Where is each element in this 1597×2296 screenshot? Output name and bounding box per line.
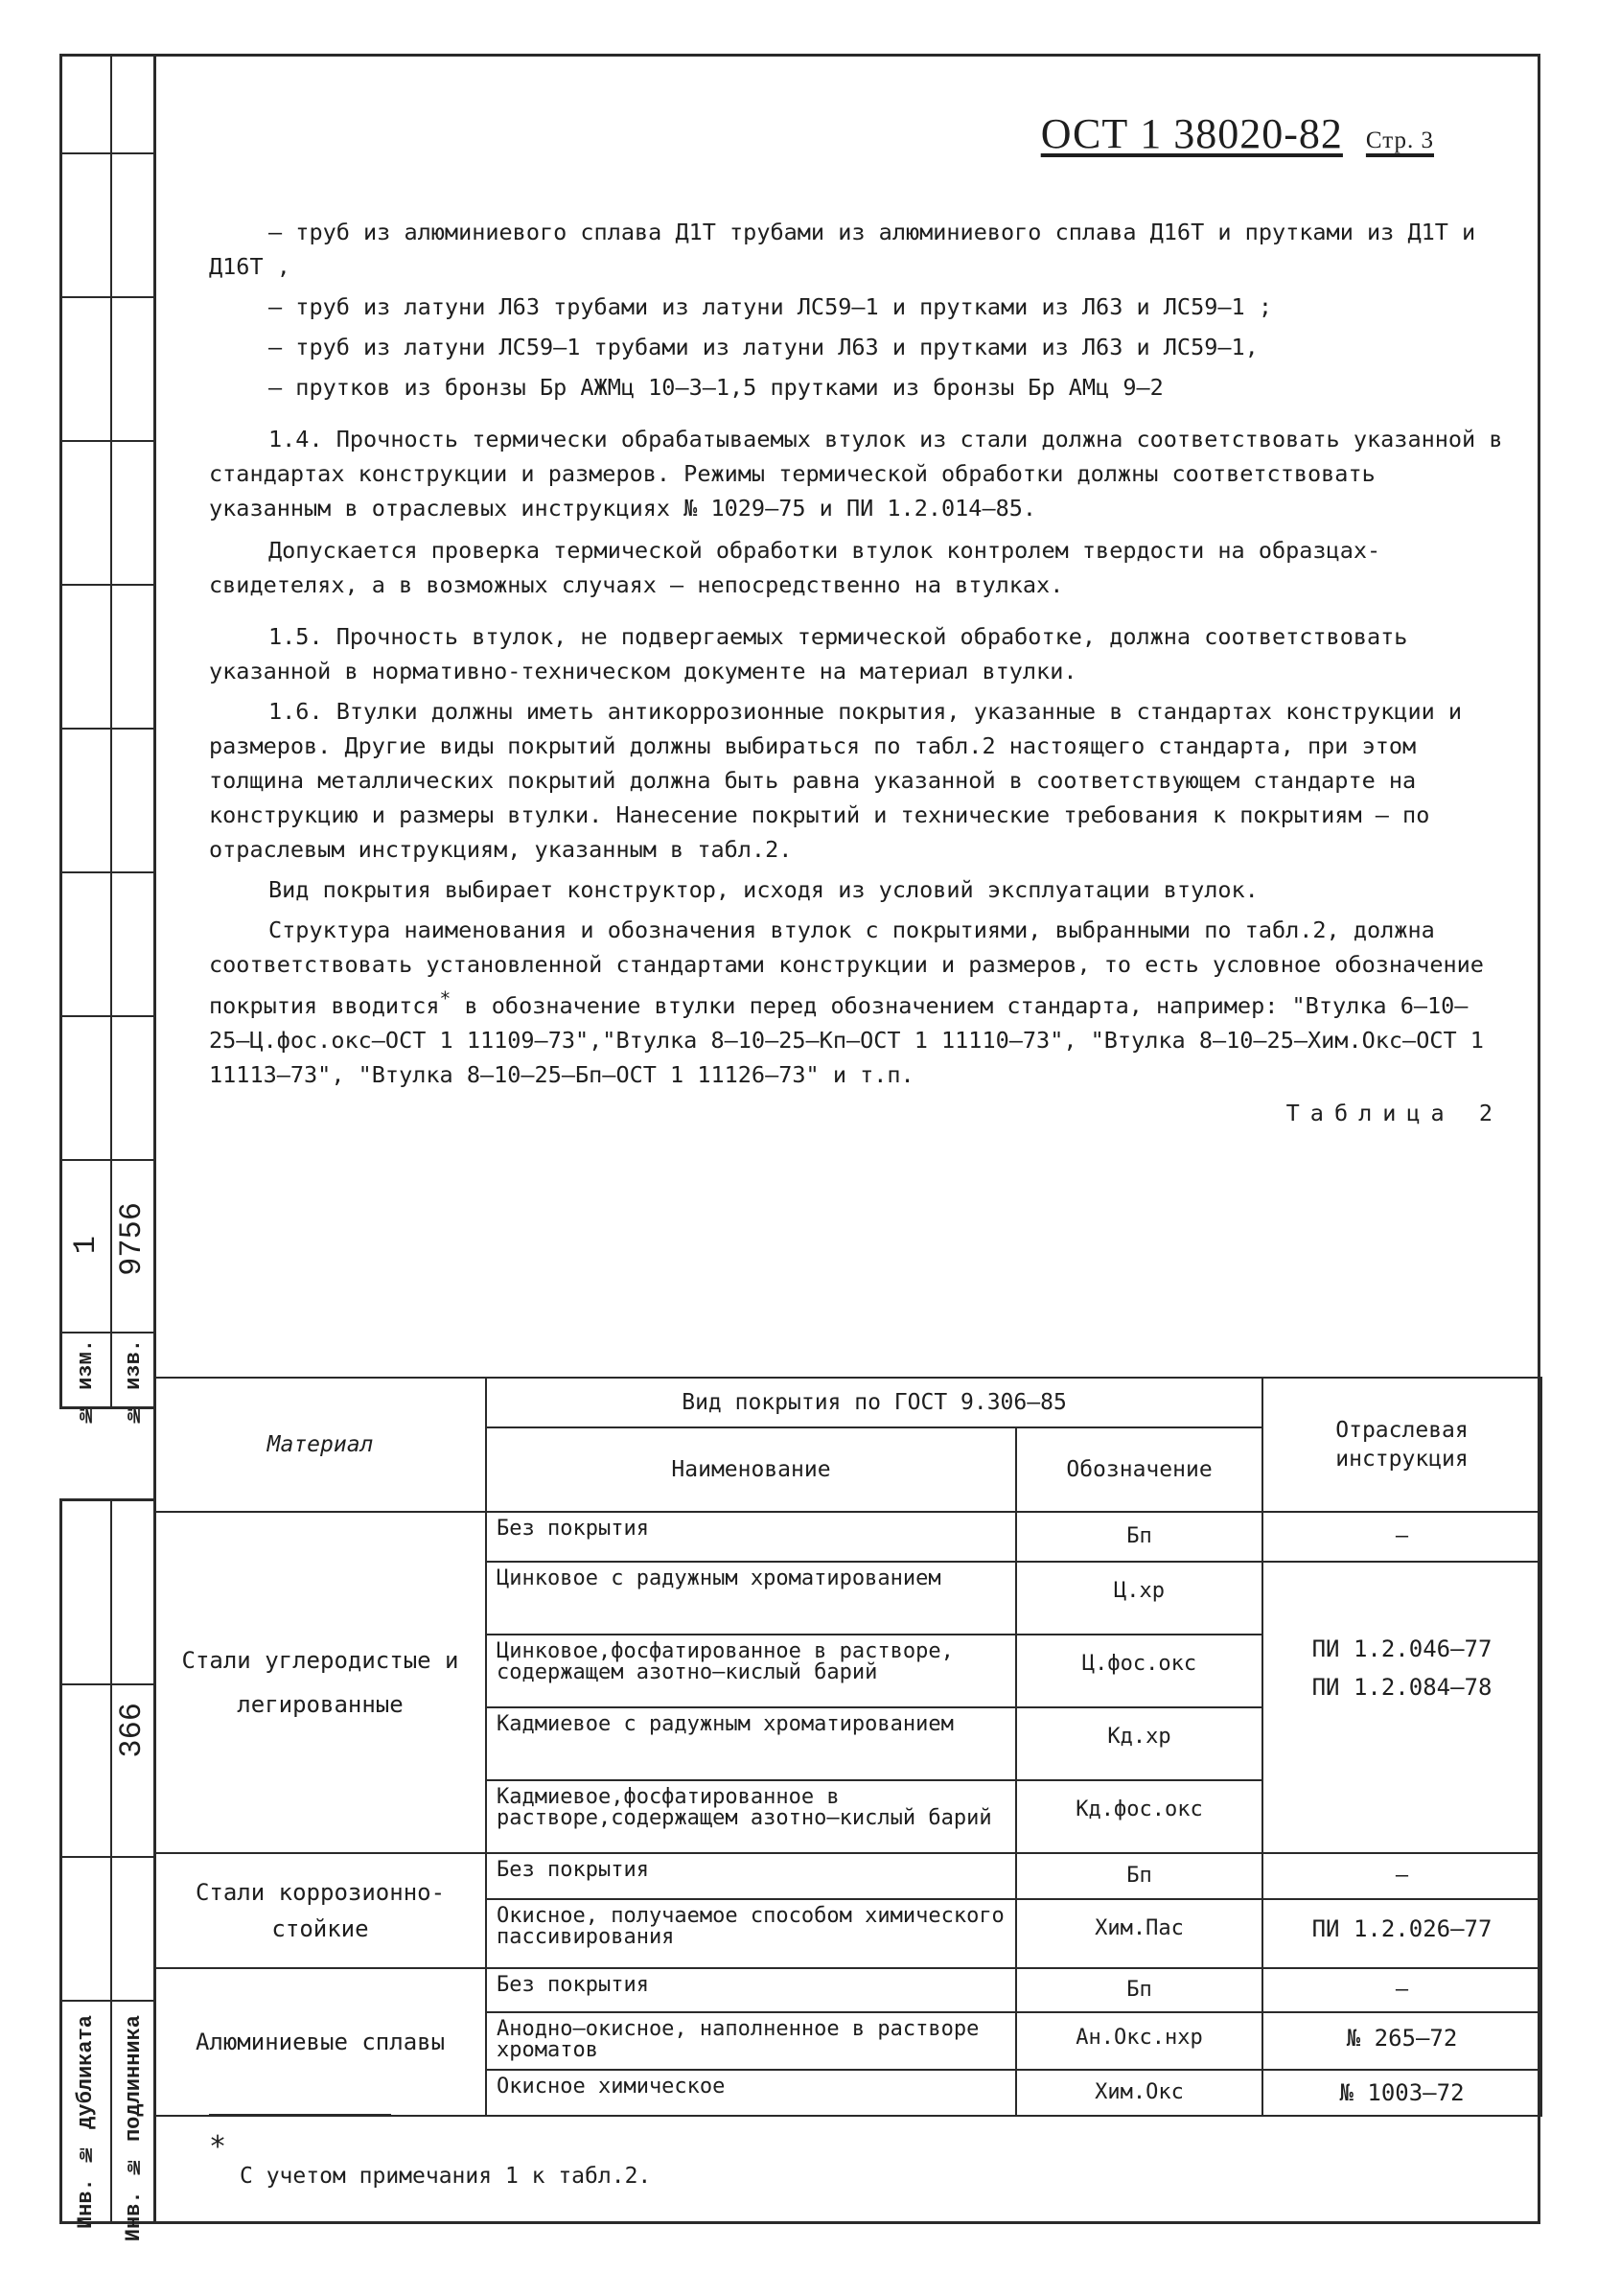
g3-code: Ан.Окс.нхр: [1017, 2013, 1261, 2071]
strip-line: [62, 296, 153, 298]
g3-codes: [1016, 1968, 1262, 2116]
g1-code: Бп: [1017, 1513, 1261, 1563]
strip-divider: [110, 57, 112, 1406]
strip-line: [62, 1159, 153, 1161]
material-aluminium-text: Алюминиевые сплавы: [195, 2029, 446, 2055]
bullet-2: – труб из латуни Л63 трубами из латуни ЛС59–1 и прутками из Л63 и ЛС59–1 ;: [268, 293, 1272, 320]
g1-codes: [1016, 1512, 1262, 1853]
para-1-6-c-part1: Структура наименования и обозначения втулок с покрытиями, выбранными по табл.2, должна соответствовать установленной стандартами конструкции и размеров, то есть условное обозначение покрытия вводится: [209, 916, 1484, 1019]
g1-name: Цинковое,фосфатированное в растворе, содержащем азотно–кислый барий: [487, 1635, 1015, 1708]
g1-instr-first: –: [1263, 1513, 1540, 1563]
th-coating: Вид покрытия по ГОСТ 9.306–85: [486, 1378, 1262, 1427]
g1-code: Ц.хр: [1017, 1563, 1261, 1635]
doc-code: ОСТ 1 38020-82: [1040, 110, 1343, 157]
g3-instr-item: № 1003–72: [1339, 2079, 1465, 2106]
material-aluminium: [154, 1968, 486, 2116]
izv-value: 9756: [114, 1202, 150, 1276]
g1-instr-list: [1263, 1563, 1540, 1706]
g3-names: [486, 1968, 1016, 2116]
izm-value: 1: [68, 1236, 104, 1255]
g1-instr-item: ПИ 1.2.046–77: [1311, 1635, 1493, 1662]
footnote-text: С учетом примечания 1 к табл.2.: [240, 2164, 652, 2189]
g1-code: Кд.хр: [1017, 1708, 1261, 1781]
para-1-4: 1.4. Прочность термически обрабатываемых втулок из стали должна соответствовать указанной в стандартах конструкции и размеров. Режимы термической обработки должны соответствовать указанным в отраслевых инструкциях № 1029–75 и ПИ 1.2.014–85.: [209, 426, 1503, 522]
th-material: Материал: [154, 1378, 486, 1512]
footnote-rule: [209, 2114, 391, 2116]
material-carbon-steel: Стали углеродистые и легированные: [154, 1512, 486, 1853]
g1-name: Без покрытия: [487, 1513, 1015, 1563]
g3-instr-item: № 265–72: [1263, 2013, 1540, 2071]
g2-code: Хим.Пас: [1095, 1916, 1184, 1940]
g2-name: Окисное, получаемое способом химического пассивирования: [497, 1904, 1005, 1949]
footnote: [209, 2130, 651, 2189]
g1-names: [486, 1512, 1016, 1853]
page-number: Стр. 3: [1365, 128, 1434, 153]
dubl-label: Инв. № дубликата: [74, 2015, 98, 2230]
para-1-4-b: Допускается проверка термической обработки втулок контролем твердости на образцах-свидетелях, а в возможных случаях – непосредственно на втулках.: [209, 537, 1381, 598]
bullet-3: – труб из латуни ЛС59–1 трубами из латуни Л63 и прутками из Л63 и ЛС59–1,: [268, 334, 1259, 360]
strip-line: [62, 728, 153, 730]
g2-names: [486, 1853, 1016, 1968]
g2-instr-item: –: [1263, 1854, 1540, 1900]
g3-name: Без покрытия: [487, 1969, 1015, 2013]
g3-code: Хим.Окс: [1095, 2080, 1184, 2104]
strip-line: [62, 1683, 153, 1685]
bullet-4: – прутков из бронзы Бр АЖМц 10–3–1,5 прутками из бронзы Бр АМц 9–2: [268, 374, 1164, 401]
strip-line: [62, 1856, 153, 1858]
g2-codes: [1016, 1853, 1262, 1968]
g2-name: Без покрытия: [487, 1854, 1015, 1900]
strip-divider: [110, 1501, 112, 2221]
body-text: [209, 215, 1503, 1130]
para-1-6-c-part2: в обозначение втулки перед обозначением стандарта, например: "Втулка 6–10–25–Ц.фос.окс–ОСТ 1 11109–73","Втулка 8–10–25–Кп–ОСТ 1 11110–73", "Втулка 8–10–25–Хим.Окс–ОСТ 1 11113–73", "Втулка 8–10–25–Бп–ОСТ 1 11126–73" и т.п.: [209, 991, 1484, 1088]
strip-line: [62, 1015, 153, 1017]
g1-code: Ц.фос.окс: [1017, 1635, 1261, 1708]
th-instruction: Отраслевая инструкция: [1262, 1378, 1541, 1512]
g1-code: Кд.фос.окс: [1076, 1797, 1203, 1821]
podl-label: Инв. № подлинника: [122, 2015, 146, 2242]
bullet-1: – труб из алюминиевого сплава Д1Т трубами из алюминиевого сплава Д16Т и прутками из Д1Т и Д16Т ,: [209, 219, 1476, 280]
table-caption: Таблица 2: [1285, 1099, 1503, 1126]
asterisk-mark: *: [439, 987, 451, 1009]
para-1-6: 1.6. Втулки должны иметь антикоррозионные покрытия, указанные в стандартах конструкции и размеров. Другие виды покрытий должны выбираться по табл.2 настоящего стандарта, при этом толщина металлических покрытий должна быть равна указанной в соответствующем стандарте на конструкцию и размеры втулки. Нанесение покрытий и технические требования к покрытиям – по отраслевым инструкциям, указанным в табл.2.: [209, 698, 1463, 863]
para-1-6-b: Вид покрытия выбирает конструктор, исходя из условий эксплуатации втулок.: [268, 876, 1259, 903]
th-name: Наименование: [486, 1427, 1016, 1512]
g3-instr-item: –: [1263, 1969, 1540, 2013]
material-stainless-steel: Стали коррозионно-стойкие: [154, 1853, 486, 1968]
g3-name: Окисное химическое: [497, 2075, 726, 2099]
g1-name: Кадмиевое,фосфатированное в растворе,содержащем азотно–кислый барий: [497, 1785, 992, 1830]
g3-name: Анодно–окисное, наполненное в растворе хроматов: [487, 2013, 1015, 2071]
g2-code: Бп: [1017, 1854, 1261, 1900]
g1-instr: [1262, 1512, 1541, 1853]
g3-code: Бп: [1017, 1969, 1261, 2013]
doc-header: [1041, 109, 1434, 158]
footnote-mark: *: [209, 2130, 227, 2164]
strip-line: [62, 584, 153, 586]
podl-value: 366: [114, 1703, 150, 1758]
strip-line: [62, 440, 153, 442]
g1-name: Цинковое с радужным хроматированием: [487, 1563, 1015, 1635]
g1-instr-item: ПИ 1.2.084–78: [1311, 1674, 1493, 1701]
g2-instr: [1262, 1853, 1541, 1968]
th-code: Обозначение: [1016, 1427, 1262, 1512]
para-1-6-c: [209, 913, 1503, 1092]
izm-label: № изм.: [74, 1339, 98, 1427]
g2-instr-item: ПИ 1.2.026–77: [1311, 1915, 1493, 1942]
para-1-5: 1.5. Прочность втулок, не подвергаемых термической обработке, должна соответствовать указанной в нормативно-техническом документе на материал втулки.: [209, 623, 1408, 684]
coating-table: [153, 1377, 1542, 2117]
izv-label: № изв.: [122, 1339, 146, 1427]
strip-line: [62, 2000, 153, 2002]
strip-line: [62, 871, 153, 873]
strip-line: [62, 1332, 153, 1334]
margin-strip-bottom: [59, 1498, 156, 2242]
strip-line: [62, 152, 153, 154]
g3-instr: [1262, 1968, 1541, 2116]
g1-name: Кадмиевое с радужным хроматированием: [487, 1708, 1015, 1781]
margin-strip-top: [59, 54, 156, 1427]
